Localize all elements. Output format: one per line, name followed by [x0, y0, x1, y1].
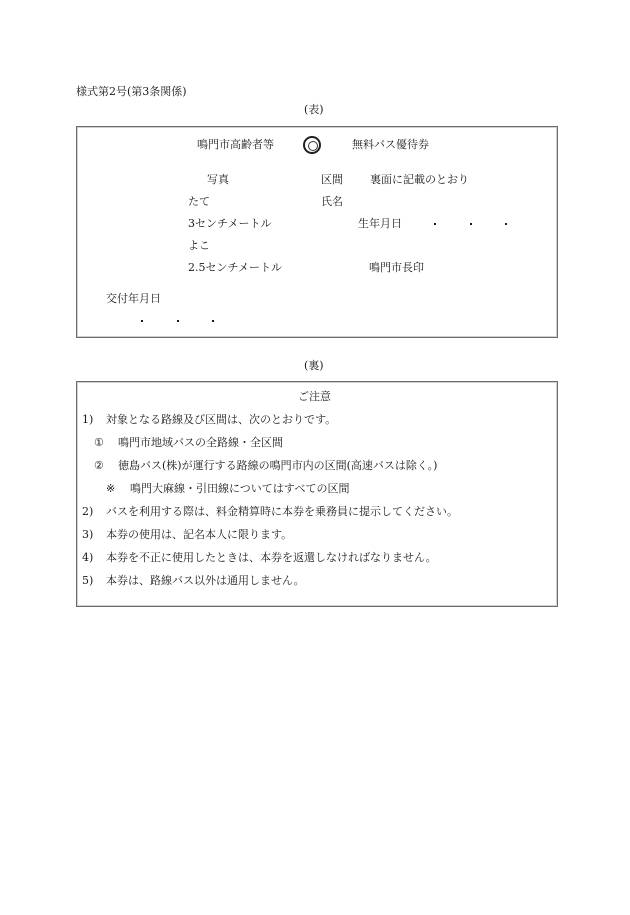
title-left: 鳴門市高齢者等 — [197, 138, 274, 151]
title-right: 無料バス優待券 — [352, 138, 429, 151]
photo-label: 写真 — [207, 173, 229, 186]
swirl-stamp-icon — [303, 136, 321, 154]
notice-num: 1) — [82, 413, 94, 426]
notice-num: ② — [94, 459, 104, 472]
front-card — [76, 126, 558, 338]
notice-text: 対象となる路線及び区間は、次のとおりです。 — [106, 413, 337, 426]
notice-text: バスを利用する際は、料金精算時に本券を乗務員に提示してください。 — [106, 505, 458, 518]
section-label: 区間 — [321, 173, 343, 186]
name-label: 氏名 — [321, 195, 343, 208]
photo-height-label: たて — [188, 195, 210, 208]
mayor-seal-label: 鳴門市長印 — [369, 261, 424, 274]
back-side-label: (裏) — [304, 359, 324, 372]
photo-width-label: よこ — [188, 239, 210, 252]
birth-separator — [470, 223, 472, 225]
notice-text: 本券は、路線バス以外は通用しません。 — [106, 574, 305, 587]
notice-num: ※ — [106, 482, 116, 495]
front-side-label: (表) — [304, 103, 324, 116]
notice-num: 4) — [82, 551, 94, 564]
issue-date-separator — [177, 320, 179, 322]
notice-text: 鳴門市地域バスの全路線・全区間 — [118, 436, 283, 449]
issue-date-separator — [212, 320, 214, 322]
notice-num: ① — [94, 436, 104, 449]
notice-text: 鳴門大麻線・引田線についてはすべての区間 — [130, 482, 350, 495]
notice-num: 2) — [82, 505, 94, 518]
birth-label: 生年月日 — [358, 217, 402, 230]
birth-separator — [505, 223, 507, 225]
notice-text: 本券の使用は、記名本人に限ります。 — [106, 528, 293, 541]
photo-width-value: 2.5センチメートル — [188, 261, 283, 274]
notice-text: 徳島バス(株)が運行する路線の鳴門市内の区間(高速バスは除く。) — [118, 459, 438, 472]
notice-heading: ご注意 — [298, 390, 331, 403]
notice-num: 3) — [82, 528, 94, 541]
photo-height-value: 3センチメートル — [188, 217, 272, 230]
form-label: 様式第2号(第3条関係) — [76, 85, 187, 98]
issue-date-separator — [141, 320, 143, 322]
birth-separator — [434, 223, 436, 225]
notice-text: 本券を不正に使用したときは、本券を返還しなければなりません。 — [106, 551, 437, 564]
section-value: 裏面に記載のとおり — [370, 173, 469, 186]
notice-num: 5) — [82, 574, 94, 587]
issue-date-label: 交付年月日 — [106, 292, 161, 305]
